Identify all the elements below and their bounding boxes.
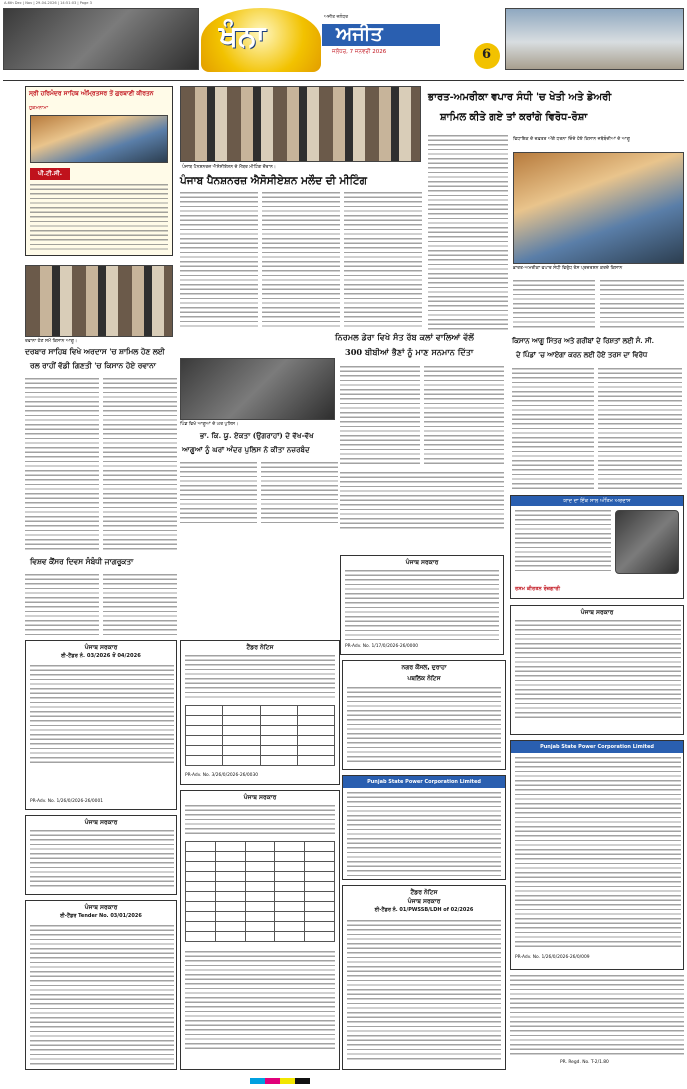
masthead-left-title: ਖੰਨਾ: [219, 19, 266, 54]
pension-meeting-photo: [180, 86, 421, 162]
pspcl-tender-subheading: ਪੰਜਾਬ ਸਰਕਾਰ: [407, 898, 441, 905]
pspcl-tender-ad: [342, 885, 506, 1070]
tender-4-number: ਈ-ਟੈਂਡਰ Tender No. 03/01/2026: [60, 913, 142, 919]
nirmal-headline-line1: ਨਿਰਮਲ ਡੇਰਾ ਵਿਖੇ ਸੰਤ ਰੱਬ ਕਲਾਂ ਵਾਲਿਆਂ ਵੱਲੋਂ: [335, 332, 474, 342]
header-photo-right: [505, 8, 684, 70]
bku-col-1: [180, 462, 257, 526]
kisan-train-photo: [25, 265, 173, 337]
masthead-left-badge: [201, 8, 321, 72]
cancer-col-2: [103, 574, 177, 636]
tender-1-heading: ਪੰਜਾਬ ਸਰਕਾਰ: [84, 644, 118, 651]
pspcl-2-text: [515, 757, 681, 947]
tender-1-text: [30, 665, 174, 765]
obituary-ad: [510, 495, 684, 599]
lead-photo-caption-top: ਵਿਧਾਇਕ ਦੇ ਦਫ਼ਤਰ ਅੱਗੇ ਧਰਨਾ ਦਿੰਦੇ ਹੋਏ ਕਿਸਾਨ ਜਥੇਬੰਦੀਆਂ ਦੇ ਆਗੂ: [513, 137, 630, 142]
tender-2-table: [185, 705, 335, 766]
nirmal-col-3: [340, 472, 504, 532]
ptc-label: ਪੀ.ਟੀ.ਸੀ.: [30, 168, 70, 180]
lead-col-3: [600, 280, 684, 330]
kisan-col-2: [103, 378, 177, 550]
pspcl-1-title: Punjab State Power Corporation Limited: [343, 776, 505, 788]
pspcl-1-text: [347, 792, 501, 876]
tender-4-heading: ਪੰਜਾਬ ਸਰਕਾਰ: [84, 904, 118, 911]
bku-headline-line2: ਆਗੂਆਂ ਨੂੰ ਘਰਾਂ ਅੰਦਰ ਪੁਲਿਸ ਨੇ ਕੀਤਾ ਨਜ਼ਰਬੰਦ: [182, 445, 310, 454]
footer-imprint-text: [510, 975, 684, 1055]
color-registration-bar: [250, 1078, 310, 1084]
pspcl-ad-1: [342, 775, 506, 880]
pspcl-2-pr: PR-Adv. No. 1/26/0/2026-26/0/009: [515, 955, 590, 960]
pension-headline: ਪੰਜਾਬ ਪੈਨਸ਼ਨਰਜ਼ ਐਸੋਸੀਏਸ਼ਨ ਮਲੌਦ ਦੀ ਮੀਟਿੰਗ: [180, 175, 367, 187]
page-number: 6: [482, 47, 492, 62]
bku-photo-caption: ਪਿੰਡ ਵਿਖੇ ਆਗੂਆਂ ਦੇ ਘਰ ਪੁਲਿਸ।: [180, 422, 239, 427]
cancer-col-1: [25, 574, 99, 636]
public-notice-ad-1: [340, 555, 504, 655]
lead-col-1: [428, 135, 508, 330]
tender-3-more-text: [185, 951, 335, 1051]
public-notice-1-pr: PR-Adv. No. 1/17/0/2026-26/0000: [345, 644, 419, 649]
header-divider: [3, 80, 684, 81]
pension-col-3: [344, 192, 422, 330]
lead-headline-line2: ਸ਼ਾਮਿਲ ਕੀਤੇ ਗਏ ਤਾਂ ਕਰਾਂਗੇ ਵਿਰੋਧ-ਰੋਸ਼ਾ: [440, 112, 588, 123]
public-notice-heading: ਪਬਲਿਕ ਨੋਟਿਸ: [407, 675, 441, 682]
nirmal-col-2: [424, 366, 504, 466]
right-headline-line2: ਦੇ ਪਿੰਡਾਂ 'ਚ ਆਏਗਾ ਕਰਨ ਲਈ ਹੋਏ ਤਰਸ ਦਾ ਵਿਰੋਧ: [516, 351, 648, 359]
public-notice-1-text: [345, 570, 499, 640]
tender-notice-ad-3: [180, 790, 340, 1070]
kirtan-ad-title: ਸ੍ਰੀ ਹਰਿਮੰਦਰ ਸਾਹਿਬ ਅੰਮ੍ਰਿਤਸਰ ਤੋਂ ਗੁਰਬਾਣੀ ਕੀਰਤਨ: [29, 90, 154, 97]
kirtan-ad-text: [30, 184, 168, 252]
public-notice-2-heading: ਪੰਜਾਬ ਸਰਕਾਰ: [580, 609, 614, 616]
golden-temple-image: [30, 115, 168, 163]
right-col-1: [512, 368, 594, 490]
edition-date: ਜਲੰਧਰ, 7 ਜਨਵਰੀ 2026: [332, 49, 387, 55]
right-col-2: [598, 368, 682, 490]
nagar-council-ad: [342, 660, 506, 770]
public-notice-2-text: [515, 620, 681, 720]
masthead-right-title: ਅਜੀਤ: [336, 23, 383, 45]
tender-3-table: [185, 841, 335, 942]
obituary-footer: ਰਸਮ ਕੀਰਤਨ ਰੋਜ਼ਗਾਰੀ: [515, 586, 561, 592]
kirtan-ad-subtitle: ਹੁਕਮਨਾਮਾ: [29, 105, 49, 111]
lead-headline-line1: ਭਾਰਤ-ਅਮਰੀਕਾ ਵਪਾਰ ਸੰਧੀ 'ਚ ਖੇਤੀ ਅਤੇ ਡੇਅਰੀ: [428, 92, 612, 103]
lead-protest-photo: [513, 152, 684, 264]
nirmal-headline-line2: 300 ਬੀਬੀਆਂ ਭੈਣਾਂ ਨੂੰ ਮਾਣ ਸਨਮਾਨ ਦਿੱਤਾ: [345, 347, 474, 357]
kirtan-ad: [25, 86, 173, 256]
tender-notice-ad-2: [180, 640, 340, 785]
tender-notice-ad-4: [25, 900, 177, 1070]
pspcl-tender-number: ਈ-ਟੈਂਡਰ ਨੰ. 01/PWSSB/LDH of 02/2026: [374, 907, 474, 913]
header-photo-left: [3, 8, 199, 70]
kisan-headline-line2: ਰਲ ਰਾਹੀਂ ਵੱਡੀ ਗਿਣਤੀ 'ਚ ਕਿਸਾਨ ਹੋਏ ਰਵਾਨਾ: [30, 361, 156, 370]
tender-3-text: [185, 805, 335, 835]
kisan-headline-line1: ਦਰਬਾਰ ਸਾਹਿਬ ਵਿਖੇ ਅਰਦਾਸ 'ਚ ਸ਼ਾਮਿਲ ਹੋਣ ਲਈ: [25, 347, 165, 356]
obituary-text: [515, 510, 611, 572]
pspcl-ad-2: [510, 740, 684, 970]
tender-2-pr: PR-Adv. No. 3/26/0/2026-26/0030: [185, 773, 259, 778]
nirmal-col-1: [340, 366, 420, 466]
pspcl-tender-text: [347, 920, 501, 1060]
right-headline-line1: ਕਿਸਾਨ ਆਗੂ ਮਿੱਤਰ ਅਤੇ ਗਰੀਬਾਂ ਦੇ ਰਿਸ਼ਤਾਂ ਲਈ ਸੰ. ਸੀ.: [512, 337, 654, 345]
kisan-col-1: [25, 378, 99, 550]
public-notice-3-text: [30, 830, 174, 890]
public-notice-3-heading: ਪੰਜਾਬ ਸਰਕਾਰ: [84, 819, 118, 826]
pension-photo-caption: ਪੰਜਾਬ ਪੈਨਸ਼ਨਰਜ਼ ਐਸੋਸੀਏਸ਼ਨ ਦੇ ਮੈਂਬਰ ਮੀਟਿੰਗ ਦੌਰਾਨ।: [182, 165, 276, 170]
nagar-council-name: ਨਗਰ ਕੌਂਸਲ, ਦੁਰਾਹਾ: [401, 664, 447, 671]
footer-registration: PR. Regd. No. T-2/1.80: [560, 1060, 609, 1065]
tender-3-heading: ਪੰਜਾਬ ਸਰਕਾਰ: [243, 794, 277, 801]
bku-col-2: [261, 462, 338, 526]
obituary-portrait: [615, 510, 679, 574]
print-slug: A-6th Dec | Nov | 29-04-2026 | 14:51:03 | Page 3: [4, 1, 92, 5]
public-notice-ad-3: [25, 815, 177, 895]
pspcl-tender-heading: ਟੈਂਡਰ ਨੋਟਿਸ: [410, 889, 438, 896]
tender-4-text: [30, 925, 174, 1065]
lead-col-2: [513, 280, 595, 330]
tender-1-pr: PR-Adv. No. 1/26/0/2026-26/0001: [30, 799, 104, 804]
page-number-badge: [474, 43, 500, 69]
obituary-title: ਯਾਦ ਦਾ ਇੱਕ ਸਾਲ ਅੰਤਿਮ ਅਰਦਾਸ: [511, 496, 683, 506]
public-notice-ad-2: [510, 605, 684, 735]
public-notice-1-heading: ਪੰਜਾਬ ਸਰਕਾਰ: [405, 559, 439, 566]
masthead-tag: ਅਜੀਤ ਜਲੰਧਰ: [324, 15, 349, 20]
pspcl-2-title: Punjab State Power Corporation Limited: [511, 741, 683, 753]
pension-col-1: [180, 192, 258, 330]
cancer-headline: ਵਿਸ਼ਵ ਕੈਂਸਰ ਦਿਵਸ ਸੰਬੰਧੀ ਜਾਗਰੂਕਤਾ: [30, 557, 134, 566]
nagar-council-text: [347, 687, 501, 765]
lead-photo-caption-bottom: ਭਾਰਤ-ਅਮਰੀਕਾ ਵਪਾਰ ਸੰਧੀ ਵਿਰੁੱਧ ਰੋਸ ਪ੍ਰਦਰਸ਼ਨ ਕਰਦੇ ਕਿਸਾਨ: [513, 266, 623, 271]
masthead-right-block: [322, 15, 442, 64]
tender-notice-ad-1: [25, 640, 177, 810]
tender-2-text: [185, 655, 335, 701]
tender-2-heading: ਟੈਂਡਰ ਨੋਟਿਸ: [246, 644, 274, 651]
kisan-photo-caption: ਰਵਾਨਾ ਹੋਣ ਸਮੇਂ ਕਿਸਾਨ ਆਗੂ।: [25, 339, 78, 344]
tender-1-number: ਈ-ਟੈਂਡਰ ਨੰ. 03/2026 ਤੋਂ 04/2026: [61, 653, 141, 659]
pension-col-2: [262, 192, 340, 330]
bku-headline-line1: ਭਾ. ਕਿ. ਯੂ. ਏਕਤਾ (ਉਗਰਾਹਾਂ) ਦੇ ਵੱਖ-ਵੱਖ: [200, 431, 314, 440]
bku-police-photo: [180, 358, 335, 420]
